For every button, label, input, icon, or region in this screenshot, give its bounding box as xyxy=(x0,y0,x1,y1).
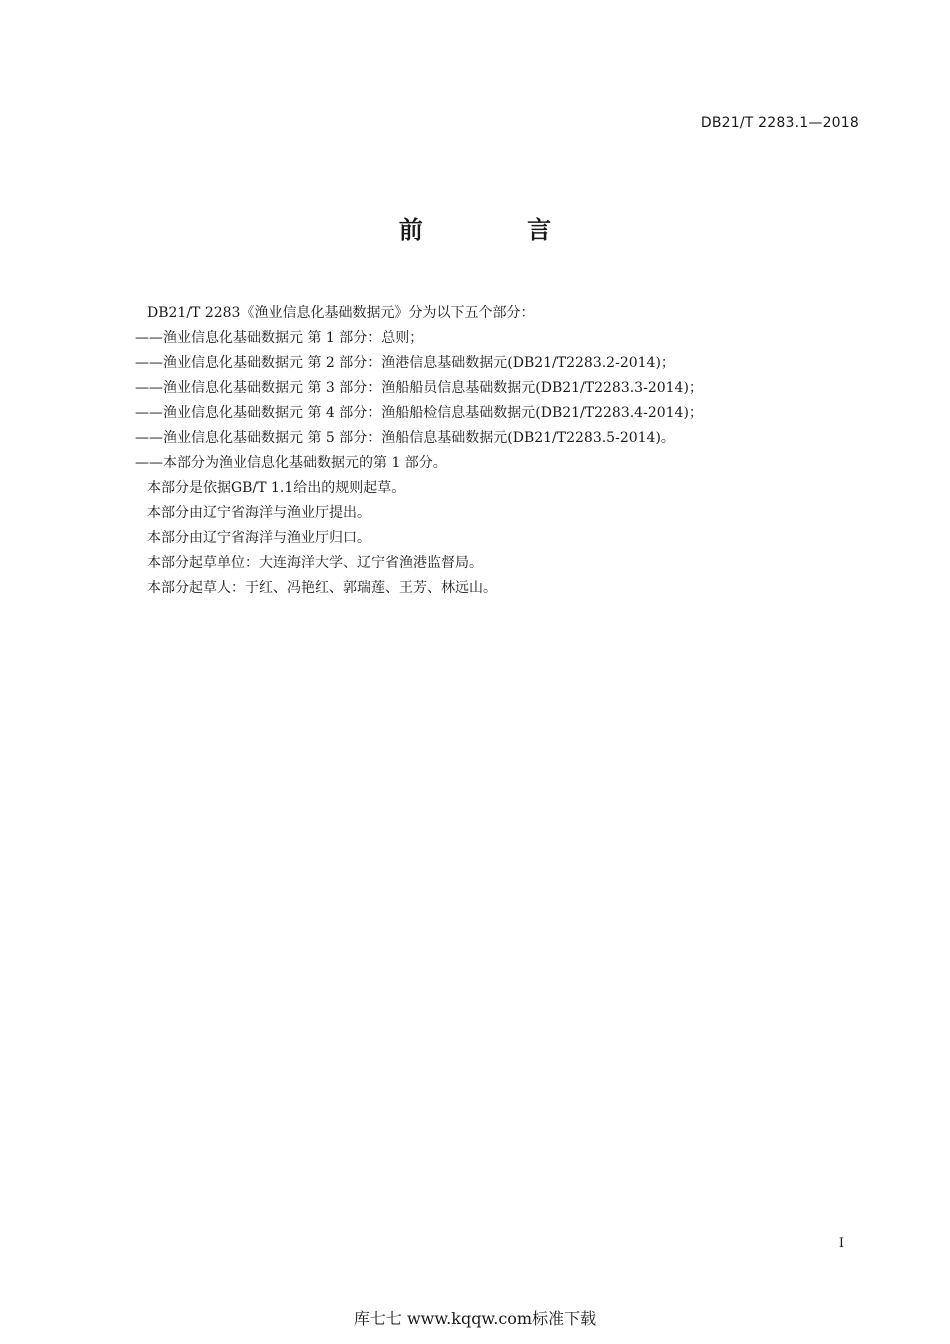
paragraph: 本部分起草人：于红、冯艳红、郭瑞莲、王芳、林远山。 xyxy=(147,580,497,596)
standard-code: DB21/T 2283.1—2018 xyxy=(700,115,859,131)
part-list-item: ——渔业信息化基础数据元 第 4 部分：渔船船检信息基础数据元(DB21/T2283.4-2014)； xyxy=(135,405,703,421)
paragraph: 本部分由辽宁省海洋与渔业厅提出。 xyxy=(147,505,371,521)
part-list-item: ——渔业信息化基础数据元 第 1 部分：总则； xyxy=(135,330,424,346)
paragraph: 本部分由辽宁省海洋与渔业厅归口。 xyxy=(147,530,371,546)
page-number: I xyxy=(838,1236,844,1251)
paragraph: 本部分起草单位：大连海洋大学、辽宁省渔港监督局。 xyxy=(147,555,483,571)
part-list-item: ——渔业信息化基础数据元 第 2 部分：渔港信息基础数据元(DB21/T2283.2-2014)； xyxy=(135,355,675,371)
page-title: 前 言 xyxy=(398,216,600,244)
part-list-item: ——渔业信息化基础数据元 第 3 部分：渔船船员信息基础数据元(DB21/T2283.3-2014)； xyxy=(135,380,703,396)
paragraph: 本部分是依据GB/T 1.1给出的规则起草。 xyxy=(147,480,406,496)
part-list-item: ——本部分为渔业信息化基础数据元的第 1 部分。 xyxy=(135,455,447,471)
footer-watermark: 库七七 www.kqqw.com标准下载 xyxy=(353,1309,597,1328)
intro-line: DB21/T 2283《渔业信息化基础数据元》分为以下五个部分： xyxy=(147,305,535,321)
part-list-item: ——渔业信息化基础数据元 第 5 部分：渔船信息基础数据元(DB21/T2283.5-2014)。 xyxy=(135,430,675,446)
foreword-body xyxy=(135,301,855,601)
